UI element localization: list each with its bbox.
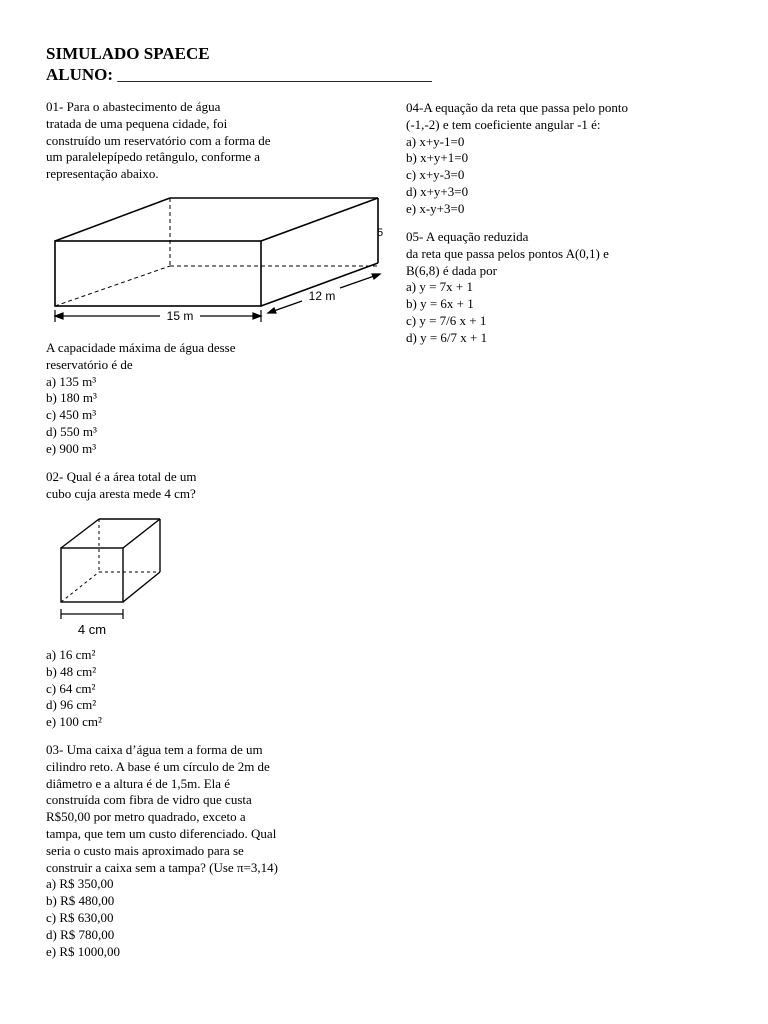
option-c: c) 450 m³ — [46, 407, 97, 423]
option-b: b) y = 6x + 1 — [406, 296, 474, 312]
arrow-left-icon — [55, 313, 63, 319]
question-4 — [406, 100, 628, 218]
option-a: a) x+y-1=0 — [406, 133, 465, 149]
option-e: e) 100 cm² — [46, 714, 102, 730]
text-line: diâmetro e a altura é de 1,5m. Ela é — [46, 775, 231, 791]
text-line: 02- Qual é a área total de um — [46, 469, 197, 484]
text-line: seria o custo mais aproximado para se — [46, 842, 244, 858]
question-2-intro — [46, 469, 197, 503]
option-d: d) 96 cm² — [46, 697, 97, 713]
option-c: c) R$ 630,00 — [46, 909, 114, 925]
option-d: d) 550 m³ — [46, 423, 97, 439]
option-a: a) R$ 350,00 — [46, 876, 114, 892]
cube-edge — [123, 572, 160, 602]
box-edge — [261, 198, 378, 241]
student-line — [46, 64, 432, 85]
text-line: um paralelepípedo retângulo, conforme a — [46, 149, 261, 165]
cube-edge — [61, 519, 99, 548]
cube-hidden-edge — [61, 572, 99, 602]
student-name-blank: _____________________________________ — [117, 65, 432, 84]
option-a: a) 16 cm² — [46, 647, 96, 662]
option-c: c) x+y-3=0 — [406, 167, 465, 183]
arrow-icon — [268, 308, 276, 313]
page-title: SIMULADO SPAECE — [46, 44, 210, 63]
option-b: b) 180 m³ — [46, 390, 97, 406]
option-b: b) 48 cm² — [46, 663, 97, 679]
text-line: construída com fibra de vidro que custa — [46, 792, 252, 808]
option-c: c) y = 7/6 x + 1 — [406, 312, 487, 328]
box-figure — [40, 190, 390, 330]
question-1-intro — [46, 99, 271, 183]
arrow-icon — [372, 274, 380, 279]
depth-label: 12 m — [308, 289, 336, 303]
option-e: e) R$ 1000,00 — [46, 943, 121, 959]
option-e: e) x-y+3=0 — [406, 200, 465, 216]
option-d: d) R$ 780,00 — [46, 926, 115, 942]
text-line: 03- Uma caixa d’água tem a forma de um — [46, 742, 263, 757]
arrow-right-icon — [253, 313, 261, 319]
box-edge — [55, 198, 170, 241]
text-line: tampa, que tem um custo diferenciado. Qual — [46, 825, 277, 841]
option-c: c) 64 cm² — [46, 680, 96, 696]
text-line: cilindro reto. A base é um círculo de 2m de — [46, 758, 270, 774]
option-e: e) 900 m³ — [46, 440, 97, 456]
question-5 — [406, 229, 609, 347]
cube-front-face — [61, 548, 123, 602]
text-line: (-1,-2) e tem coeficiente angular -1 é: — [406, 116, 601, 132]
edge-label: 4 cm — [77, 622, 107, 637]
text-line: R$50,00 por metro quadrado, exceto a — [46, 809, 246, 825]
question-2-options — [46, 647, 102, 731]
height-label: 5 — [377, 227, 384, 239]
text-line: tratada de uma pequena cidade, foi — [46, 115, 228, 131]
text-line: B(6,8) é dada por — [406, 262, 497, 278]
box-hidden-edge — [55, 266, 170, 306]
text-line: representação abaixo. — [46, 166, 159, 182]
text-line: da reta que passa pelos pontos A(0,1) e — [406, 245, 609, 261]
student-label: ALUNO: — [46, 65, 114, 84]
text-line: 01- Para o abastecimento de água — [46, 99, 221, 114]
text-line: A capacidade máxima de água desse — [46, 340, 236, 355]
text-line: construir a caixa sem a tampa? (Use π=3,14) — [46, 859, 278, 875]
text-line: cubo cuja aresta mede 4 cm? — [46, 485, 196, 501]
text-line: reservatório é de — [46, 356, 133, 372]
text-line: 04-A equação da reta que passa pelo ponto — [406, 100, 629, 115]
text-line: 05- A equação reduzida — [406, 229, 529, 244]
option-d: d) y = 6/7 x + 1 — [406, 329, 488, 345]
option-b: b) x+y+1=0 — [406, 150, 469, 166]
cube-figure — [50, 510, 170, 640]
width-label: 15 m — [166, 309, 194, 323]
page-header — [46, 43, 432, 85]
question-1-body — [46, 340, 236, 458]
option-b: b) R$ 480,00 — [46, 893, 115, 909]
box-front-face — [55, 241, 261, 306]
option-d: d) x+y+3=0 — [406, 183, 469, 199]
cube-edge — [123, 519, 160, 548]
option-a: a) y = 7x + 1 — [406, 279, 474, 295]
text-line: construído um reservatório com a forma de — [46, 132, 271, 148]
option-a: a) 135 m³ — [46, 373, 97, 389]
question-3 — [46, 742, 278, 960]
